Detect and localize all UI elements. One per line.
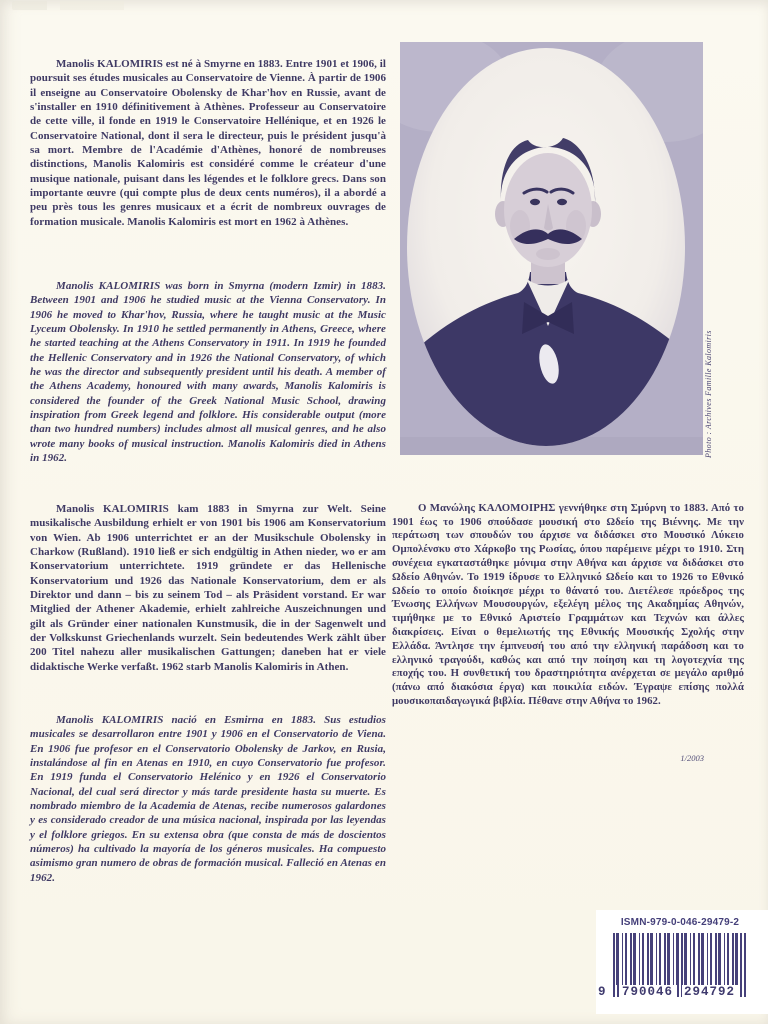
- scan-artifact: [12, 1, 172, 10]
- bio-paragraph-english: Manolis KALOMIRIS was born in Smyrna (modern Izmir) in 1883. Between 1901 and 1906 he studied music at the Vienna Conservatory. In 1906 he moved to Khar'hov, Russia, where he taught music at the Music Lyceum Obolensky. In 1910 he settled permanently in Athens, Greece, where he started teaching at the Athens Conservatory in 1911. In 1919 he founded the Hellenic Conservatory and in 1926 the National Conservatory, of which he was the director and subsequently president until his death. A member of the Athens Academy, honoured with many awards, Manolis Kalomiris is considered the founder of the Greek National Music School, drawing inspiration from Greek legend and folklore. His considerable output (more than two hundred numbers) includes almost all musical genres, and he also wrote many books of musical instruction. Manolis Kalomiris died in Athens in 1962.: [30, 280, 386, 465]
- ean-digits: [598, 984, 756, 1000]
- eye-right: [557, 199, 567, 205]
- bio-paragraph-spanish: Manolis KALOMIRIS nació en Esmirna en 1883. Sus estudios musicales se desarrollaron entre 1901 y 1906 en el Conservatorio de Viena. En 1906 fue profesor en el Conservatorio Obolensky de Jarkov, en Rusia, instalándose al fin en Atenas en 1910, en cuyo Conservatorio fue profesor. En 1919 funda el Conservatorio Helénico y en 1926 el Conservatorio Nacional, del cual será director y más tarde presidente hasta su muerte. Es nombrado miembro de la Academia de Atenas, recibe numerosos galardones y es considerado creador de una música nacional, inspirada por las leyendas y el folklore griegos. En su extensa obra (que consta de más de doscientos números) ha cultivado la mayoría de los géneros musicales. Ha compuesto asimismo gran numero de obras de formación musical. Falleció en Atenas en 1962.: [30, 714, 386, 884]
- barcode-bars: [613, 933, 745, 985]
- ean-right-group: 294792: [684, 985, 736, 999]
- photo-caption: Photo : Archives Famille Kalomiris: [704, 330, 713, 458]
- ismn-number: ISMN-979-0-046-29479-2: [620, 917, 740, 928]
- ean-lead-digit: 9: [598, 985, 606, 999]
- bio-paragraph-greek: Ο Μανώλης ΚΑΛΟΜΟΙΡΗΣ γεννήθηκε στη Σμύρνη το 1883. Από το 1901 έως το 1906 σπούδασε μουσική στο Ωδείο της Βιέννης. Με την περάτωση των σπουδών του άρχισε να διδάσκει στο Μουσικό Λύκειο Ομπολένσκυ στο Χάρκοβο της Ρωσίας, όπου παρέμεινε μέχρι το 1910. Στη συνέχεια εγκαταστάθηκε μόνιμα στην Αθήνα και άρχισε να διδάσκει στο Ωδείο Αθηνών. Το 1919 ίδρυσε το Ελληνικό Ωδείο και το 1926 το Εθνικό Ωδείο το οποίο διοίκησε μέχρι το θάνατό του. Διετέλεσε πρόεδρος της Ένωσης Ελλήνων Μουσουργών, εξελέγη μέλος της Ακαδημίας Αθηνών, τιμήθηκε με το Εθνικό Αριστείο Γραμμάτων και Τεχνών και άλλες διακρίσεις. Είναι ο θεμελιωτής της Εθνικής Μουσικής Σχολής στην Ελλάδα. Άντλησε την έμπνευσή του από την ελληνική παράδοση και το ελληνικό τραγούδι, καθώς και από την ποίηση και τη λογοτεχνία της εποχής του. Η συνθετική του δραστηριότητα ανέρχεται σε μεγάλο αριθμό (πάνω από διακόσια έργα) και ποικιλία ειδών. Έγραψε επίσης πολλά μουσικοπαιδαγωγικά βιβλία. Πέθανε στην Αθήνα το 1962.: [392, 501, 744, 707]
- ean-left-group: 790046: [622, 985, 674, 999]
- bio-paragraph-german: Manolis KALOMIRIS kam 1883 in Smyrna zur Welt. Seine musikalische Ausbildung erhielt er von 1901 bis 1906 am Konservatorium von Wien. Ab 1906 unterrichtet er an der Musikschule Obolensky in Charkow (Rußland). 1910 ließ er sich endgültig in Athen nieder, wo er am Konservatorium unterrichtete. 1919 gründete er das Hellenische Konservatorium und 1926 das Nationale Konservatorium, dem er als Direktor und dann – bis zu seinem Tod – als Präsident vorstand. Er war Mitglied der Athener Akademie, erhielt zahlreiche Auszeichnungen und gilt als Gründer einer nationalen Kunstmusik, die in der Sagenwelt und der Volkskunst Griechenlands wurzelt. Sein bedeutendes Werk zählt über 200 Titel nahezu aller musikalischen Gattungen; daneben hat er viele didaktische Werke verfaßt. 1962 starb Manolis Kalomiris in Athen.: [30, 503, 386, 673]
- print-code: 1/2003: [680, 753, 704, 763]
- eye-left: [530, 199, 540, 205]
- portrait-photo: [400, 42, 703, 455]
- chin-shadow: [536, 248, 560, 260]
- bio-paragraph-french: Manolis KALOMIRIS est né à Smyrne en 1883. Entre 1901 et 1906, il poursuit ses études musicales au Conservatoire de Vienne. À partir de 1906 il enseigne au Conservatoire Obolensky de Khar'hov en Russie, avant de s'installer en 1910 définitivement à Athènes. Professeur au Conservatoire de cette ville, il fonde en 1919 le Conservatoire Hellénique, et en 1926 le Conservatoire National, dont il sera le directeur, puis le président jusqu'à sa mort. Membre de l'Académie d'Athènes, honoré de nombreuses distinctions, Manolis Kalomiris est considéré comme le créateur d'une musique nationale, puisant dans les légendes et le folklore grecs. Dans son importante œuvre (qui compte plus de deux cents numéros), il a abordé a peu près tous les genres musicaux et a écrit de nombreux ouvrages de formation musicale. Manolis Kalomiris est mort en 1962 à Athènes.: [30, 58, 386, 228]
